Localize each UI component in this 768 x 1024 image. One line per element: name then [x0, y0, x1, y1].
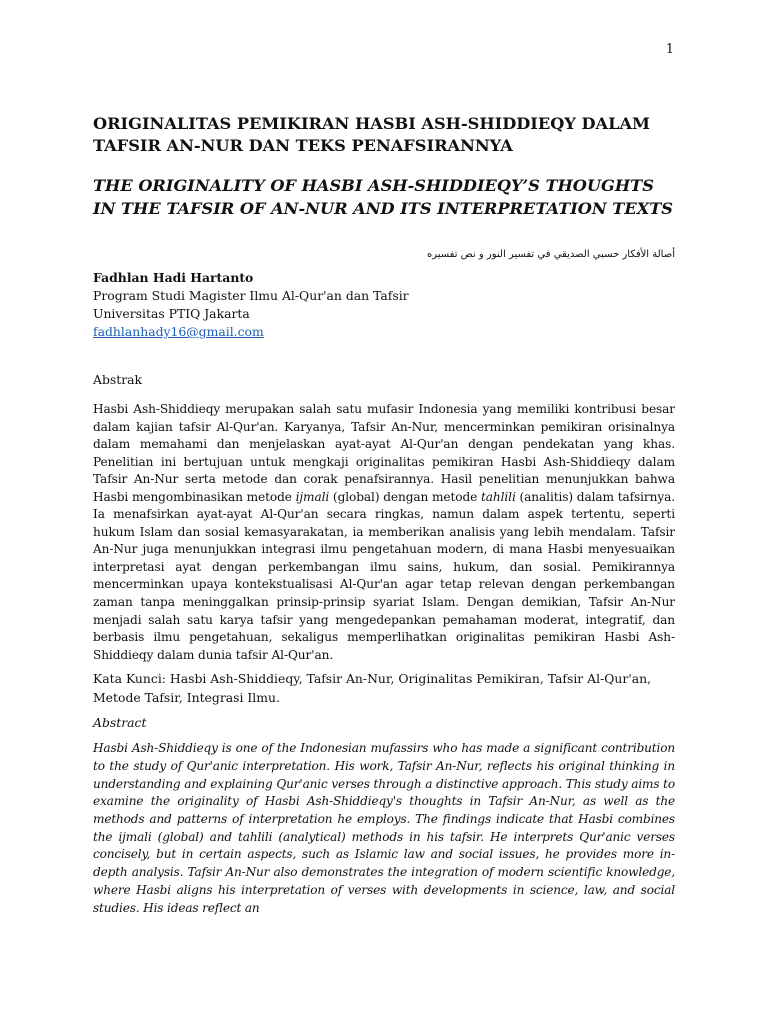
- abstract-text-2: , reflects his original thinking in understanding and explaining Qur'anic verses through a distinctive approach. This study aims to examine the originality of Hasbi Ash-Shiddieqy's thoughts in Tafsir An-Nur, as well as the methods and patterns of interpretation he employs. The findings indicate that Hasbi combines the: [93, 758, 675, 844]
- abstract-work-title: Tafsir An-Nur: [397, 758, 479, 773]
- abstract-term-ijmali: ijmali: [118, 829, 152, 844]
- abstract-text-3: (global) and: [151, 829, 239, 844]
- kata-kunci: Kata Kunci: Hasbi Ash-Shiddieqy, Tafsir An-Nur, Originalitas Pemikiran, Tafsir Al-Qur'an, Metode Tafsir, Integrasi Ilmu.: [93, 671, 652, 705]
- abstract-paragraph: [93, 740, 675, 917]
- author-program: Program Studi Magister Ilmu Al-Qur'an dan Tafsir: [93, 288, 409, 303]
- abstrak-term-tahlili: tahlili: [480, 489, 516, 504]
- abstract-term-tahlili: tahlili: [238, 829, 273, 844]
- abstract-text-4: (analytical) methods in his tafsir. He interprets Qur'anic verses concisely, but in certain aspects, such as Islamic law and social issues, he provides more in-depth analysis. Tafsir An-Nur also demonstrates the integration of modern scientific knowledge, where Hasbi aligns his interpretation of verses with developments in science, law, and social studies. His ideas reflect an: [93, 829, 675, 915]
- abstract-heading: Abstract: [93, 715, 147, 731]
- paper-subtitle-english: THE ORIGINALITY OF HASBI ASH-SHIDDIEQY’S THOUGHTS IN THE TAFSIR OF AN-NUR AND ITS INTERPRETATION TEXTS: [93, 176, 673, 218]
- abstrak-text-2: (global) dengan metode: [329, 489, 481, 504]
- paper-content: [93, 113, 675, 917]
- abstrak-text-3: (analitis) dalam tafsirnya. Ia menafsirkan ayat-ayat Al-Qur'an secara ringkas, namun dalam aspek tertentu, seperti hukum Islam dan sosial kemasyarakatan, ia memberikan analisis yang lebih mendalam. Tafsir An-Nur juga menunjukkan integrasi ilmu pengetahuan modern, di mana Hasbi menyesuaikan interpretasi ayat dengan perkembangan ilmu sains, hukum, dan sosial. Pemikirannya mencerminkan upaya kontekstualisasi Al-Qur'an agar tetap relevan dengan perkembangan zaman tanpa meninggalkan prinsip-prinsip syariat Islam. Dengan demikian, Tafsir An-Nur menjadi salah satu karya tafsir yang mengedepankan pemahaman moderat, integratif, dan berbasis ilmu pengetahuan, sekaligus memperlihatkan originalitas pemikiran Hasbi Ash-Shiddieqy dalam dunia tafsir Al-Qur'an.: [93, 489, 676, 662]
- abstrak-heading: Abstrak: [93, 372, 143, 387]
- abstrak-term-ijmali: ijmali: [295, 489, 330, 504]
- author-university: Universitas PTIQ Jakarta: [93, 306, 250, 321]
- paper-title-arabic: أصالة الأفكار حسبي الصديقي في تفسير النور و نص تفسيره: [426, 249, 675, 260]
- abstrak-paragraph: [93, 401, 675, 664]
- page-number: 1: [665, 42, 674, 57]
- author-block: [93, 269, 675, 341]
- author-email-link[interactable]: fadhlanhady16@gmail.com: [93, 324, 264, 339]
- author-name: Fadhlan Hadi Hartanto: [93, 270, 254, 285]
- abstract-text-1: Hasbi Ash-Shiddieqy is one of the Indonesian mufassirs who has made a significant contribution to the study of Qur'anic interpretation. His work,: [93, 741, 675, 773]
- abstrak-text-1: Hasbi Ash-Shiddieqy merupakan salah satu mufasir Indonesia yang memiliki kontribusi besar dalam kajian tafsir Al-Qur'an. Karyanya, Tafsir An-Nur, mencerminkan pemikiran orisinalnya dalam memahami dan menjelaskan ayat-ayat Al-Qur'an dengan pendekatan yang khas. Penelitian ini bertujuan untuk mengkaji originalitas pemikiran Hasbi Ash-Shiddieqy dalam Tafsir An-Nur serta metode dan corak penafsirannya. Hasil penelitian menunjukkan bahwa Hasbi mengombinasikan metode: [93, 402, 675, 504]
- paper-title: ORIGINALITAS PEMIKIRAN HASBI ASH-SHIDDIEQY DALAM TAFSIR AN-NUR DAN TEKS PENAFSIRANNYA: [93, 114, 650, 155]
